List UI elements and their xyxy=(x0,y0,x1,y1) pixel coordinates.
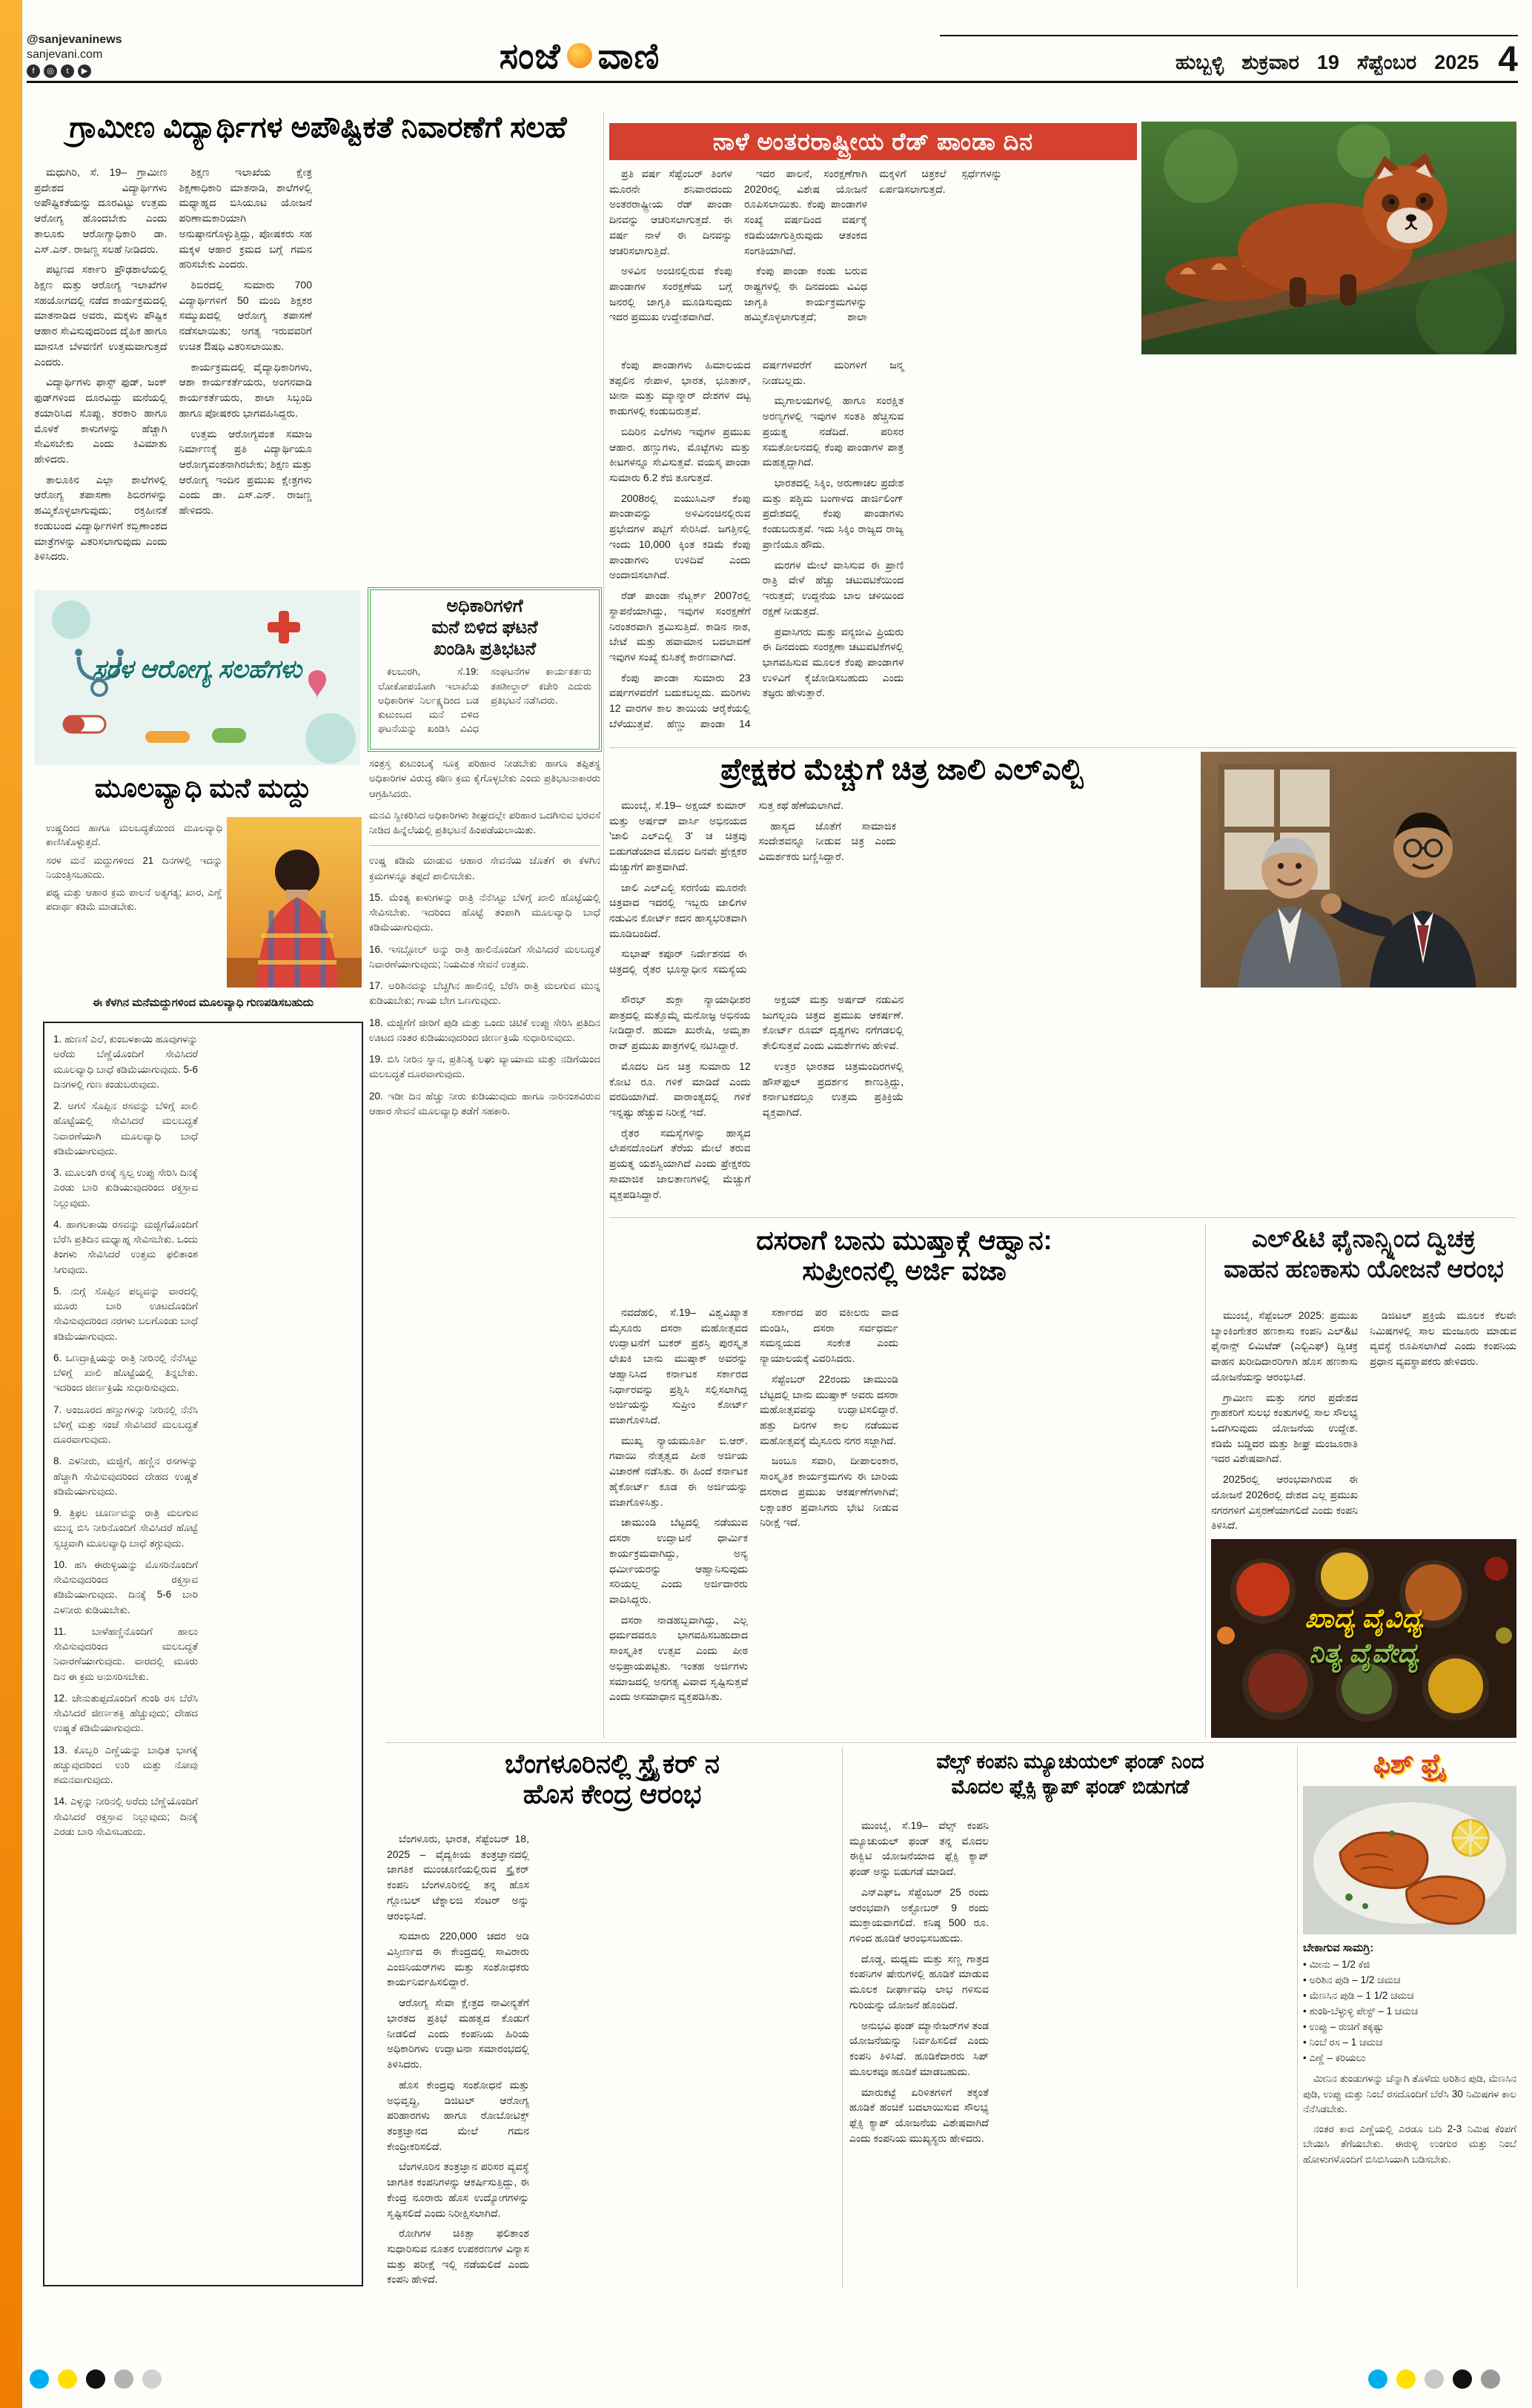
stryker-headline-line2: ಹೊಸ ಕೇಂದ್ರ ಆರಂಭ xyxy=(523,1779,702,1810)
registration-dots-right xyxy=(1368,2369,1500,2389)
dasara-headline-line2: ಸುಪ್ರೀಂನಲ್ಲಿ ಅರ್ಜಿ ವಜಾ xyxy=(802,1255,1007,1286)
movie-scene-illustration xyxy=(1201,752,1516,988)
food-feature-title-line1: ಖಾದ್ಯ ವೈವಿಧ್ಯ xyxy=(1304,1603,1423,1633)
jolly-llb-headline: ಪ್ರೇಕ್ಷಕರ ಮೆಚ್ಚುಗೆ ಚಿತ್ರ ಜಾಲಿ ಎಲ್ಎಲ್ಬಿ xyxy=(720,753,1084,786)
health-tips-banner-title: ಸರಳ ಆರೋಗ್ಯ ಸಲಹೆಗಳು xyxy=(92,655,302,684)
piles-tips-list: 1. ಹುಣಸೆ ಎಲೆ, ಕುಂಬಳಕಾಯಿ ಹೂವುಗಳನ್ನು ಅರೆದು ಬೆಣ್ಣೆಯೊಂದಿಗೆ ಸೇವಿಸಿದರೆ ಮೂಲವ್ಯಾಧಿ ಬಾಧೆ ಕಡಿಮೆಯಾಗುವುದು. 5-6 ದಿನಗಳಲ್ಲಿ ಗುಣ ಕಂಡುಬರುವುದು. 2. ಅಗಸೆ ಸೊಪ್ಪಿನ ರಸವನ್ನು ಬೆಳಿಗ್ಗೆ ಖಾಲಿ ಹೊಟ್ಟೆಯಲ್ಲಿ ಸೇವಿಸಿದರೆ ಮಲಬದ್ಧತೆ ನಿವಾರಣೆಯಾಗಿ ಮೂಲವ್ಯಾಧಿ ಬಾಧೆ ಕಡಿಮೆಯಾಗುವುದು. 3. ಮೂಲಂಗಿ ರಸಕ್ಕೆ ಸ್ವಲ್ಪ ಉಪ್ಪು ಸೇರಿಸಿ ದಿನಕ್ಕೆ ಎರಡು ಬಾರಿ ಕುಡಿಯುವುದರಿಂದ ರಕ್ತಸ್ರಾವ ನಿಲ್ಲುವುದು. 4. ಹಾಗಲಕಾಯಿ ರಸವನ್ನು ಮಜ್ಜಿಗೆಯೊಂದಿಗೆ ಬೆರೆಸಿ ಪ್ರತಿದಿನ ಮಧ್ಯಾಹ್ನ ಸೇವಿಸಬೇಕು. ಒಂದು ತಿಂಗಳು ಸೇವಿಸಿದರೆ ಉತ್ತಮ ಫಲಿತಾಂಶ ಸಿಗುವುದು. 5. ನುಗ್ಗೆ ಸೊಪ್ಪಿನ ಪಲ್ಯವನ್ನು ವಾರದಲ್ಲಿ ಮೂರು ಬಾರಿ ಊಟದೊಂದಿಗೆ ಸೇವಿಸುವುದರಿಂದ ನರಗಳು ಬಲಗೊಂಡು ಬಾಧೆ ಕಡಿಮೆಯಾಗುವುದು. 6. ಒಣದ್ರಾಕ್ಷಿಯನ್ನು ರಾತ್ರಿ ನೀರಿನಲ್ಲಿ ನೆನೆಸಿಟ್ಟು ಬೆಳಿಗ್ಗೆ ಖಾಲಿ ಹೊಟ್ಟೆಯಲ್ಲಿ ತಿನ್ನಬೇಕು. ಇದರಿಂದ ಜೀರ್ಣಕ್ರಿಯೆ ಸುಧಾರಿಸುವುದು. 7. ಅಂಜೂರದ ಹಣ್ಣುಗಳನ್ನು ನೀರಿನಲ್ಲಿ ನೆನೆಸಿ ಬೆಳಿಗ್ಗೆ ಮತ್ತು ಸಂಜೆ ಸೇವಿಸಿದರೆ ಮಲಬದ್ಧತೆ ದೂರವಾಗುವುದು. 8. ಎಳನೀರು, ಮಜ್ಜಿಗೆ, ಹಣ್ಣಿನ ರಸಗಳನ್ನು ಹೆಚ್ಚಾಗಿ ಸೇವಿಸುವುದರಿಂದ ದೇಹದ ಉಷ್ಣತೆ ಕಡಿಮೆಯಾಗುವುದು. 9. ತ್ರಿಫಲ ಚೂರ್ಣವನ್ನು ರಾತ್ರಿ ಮಲಗುವ ಮುನ್ನ ಬಿಸಿ ನೀರಿನೊಂದಿಗೆ ಸೇವಿಸಿದರೆ ಹೊಟ್ಟೆ ಸ್ವಚ್ಛವಾಗಿ ಮೂಲವ್ಯಾಧಿ ಬಾಧೆ ತಗ್ಗುವುದು. 10. ಹಸಿ ಈರುಳ್ಳಿಯನ್ನು ಮೊಸರಿನೊಂದಿಗೆ ಸೇವಿಸುವುದರಿಂದ ರಕ್ತಸ್ರಾವ ಕಡಿಮೆಯಾಗುವುದು. ದಿನಕ್ಕೆ 5-6 ಬಾರಿ ಎಳನೀರು ಕುಡಿಯಬೇಕು. 11. ಬಾಳೆಹಣ್ಣಿನೊಂದಿಗೆ ಹಾಲು ಸೇವಿಸುವುದರಿಂದ ಮಲಬದ್ಧತೆ ನಿವಾರಣೆಯಾಗುವುದು. ವಾರದಲ್ಲಿ ಮೂರು ದಿನ ಈ ಕ್ರಮ ಅನುಸರಿಸಬೇಕು. 12. ಜೇನುತುಪ್ಪದೊಂದಿಗೆ ಶುಂಠಿ ರಸ ಬೆರೆಸಿ ಸೇವಿಸಿದರೆ ಜೀರ್ಣಶಕ್ತಿ ಹೆಚ್ಚುವುದು; ದೇಹದ ಉಷ್ಣತೆ ಕಡಿಮೆಯಾಗುವುದು. 13. ಕೊಬ್ಬರಿ ಎಣ್ಣೆಯನ್ನು ಬಾಧಿತ ಭಾಗಕ್ಕೆ ಹಚ್ಚುವುದರಿಂದ ಉರಿ ಮತ್ತು ನೋವು ಶಮನವಾಗುವುದು. 14. ಎಳ್ಳನ್ನು ನೀರಿನಲ್ಲಿ ಅರೆದು ಬೆಣ್ಣೆಯೊಂದಿಗೆ ಸೇವಿಸಿದರೆ ರಕ್ತಸ್ರಾವ ನಿಲ್ಲುವುದು; ದಿನಕ್ಕೆ ಎರಡು ಬಾರಿ ಸೇವಿಸಬಹುದು. xyxy=(53,1033,198,1837)
registration-dot xyxy=(30,2369,49,2389)
jolly-llb-body-top: ಮುಂಬೈ, ಸೆ.19– ಅಕ್ಷಯ್ ಕುಮಾರ್ ಮತ್ತು ಅರ್ಷದ್ ವಾರ್ಸಿ ಅಭಿನಯದ 'ಜಾಲಿ ಎಲ್ಎಲ್ಬಿ 3' ಚ ಚಿತ್ರವು ಬಿಡುಗಡೆಯಾದ ಮೊದಲ ದಿನವೇ ಪ್ರೇಕ್ಷಕರ ಮೆಚ್ಚುಗೆಗೆ ಪಾತ್ರವಾಗಿದೆ. ಜಾಲಿ ಎಲ್ಎಲ್ಬಿ ಸರಣಿಯ ಮೂರನೇ ಚಿತ್ರವಾದ ಇದರಲ್ಲಿ ಇಬ್ಬರು ಜಾಲಿಗಳ ನಡುವಿನ ಕೋರ್ಟ್ ಕದನ ಹಾಸ್ಯಭರಿತವಾಗಿ ಮೂಡಿಬಂದಿದೆ. ಸುಭಾಷ್ ಕಪೂರ್ ನಿರ್ದೇಶನದ ಈ ಚಿತ್ರದಲ್ಲಿ ರೈತರ ಭೂಸ್ವಾಧೀನ ಸಮಸ್ಯೆಯ ಸುತ್ತ ಕಥೆ ಹೆಣೆಯಲಾಗಿದೆ. ಹಾಸ್ಯದ ಜೊತೆಗೆ ಸಾಮಾಜಿಕ ಸಂದೇಶವನ್ನೂ ನೀಡುವ ಚಿತ್ರ ಎಂದು ವಿಮರ್ಶಕರು ಬಣ್ಣಿಸಿದ್ದಾರೆ. xyxy=(609,799,896,976)
person-illustration xyxy=(227,817,362,988)
middle-strip-column xyxy=(369,756,600,1736)
edition-year: 2025 xyxy=(1434,51,1479,73)
registration-dot xyxy=(1425,2369,1444,2389)
stryker-headline-line1: ಬೆಂಗಳೂರಿನಲ್ಲಿ ಸ್ಟ್ರೈಕರ್ ನ xyxy=(505,1748,720,1779)
edition-day: 19 xyxy=(1316,51,1339,73)
column-rule-bottom-1 xyxy=(842,1747,843,2288)
fish-fry-photo xyxy=(1303,1786,1516,1934)
lt-finance-headline-line2: ವಾಹನ ಹಣಕಾಸು ಯೋಜನೆ ಆರಂಭ xyxy=(1224,1255,1504,1283)
column-rule-bottom-2 xyxy=(1297,1747,1298,2288)
piles-tips-continued: ಉಷ್ಣ ಕಡಿಮೆ ಮಾಡುವ ಆಹಾರ ಸೇವನೆಯ ಜೊತೆಗೆ ಈ ಕೆಳಗಿನ ಕ್ರಮಗಳನ್ನೂ ತಪ್ಪದೆ ಪಾಲಿಸಬೇಕು. 15. ಮೆಂತ್ಯ ಕಾಳುಗಳನ್ನು ರಾತ್ರಿ ನೆನೆಸಿಟ್ಟು ಬೆಳಿಗ್ಗೆ ಖಾಲಿ ಹೊಟ್ಟೆಯಲ್ಲಿ ಸೇವಿಸಬೇಕು. ಇದರಿಂದ ಹೊಟ್ಟೆ ತಂಪಾಗಿ ಮೂಲವ್ಯಾಧಿ ಬಾಧೆ ಕಡಿಮೆಯಾಗುವುದು. 16. ಇಸಬ್ಗೋಲ್ ಅನ್ನು ರಾತ್ರಿ ಹಾಲಿನೊಂದಿಗೆ ಸೇವಿಸಿದರೆ ಮಲಬದ್ಧತೆ ನಿವಾರಣೆಯಾಗುವುದು; ನಿಯಮಿತ ಸೇವನೆ ಉತ್ತಮ. 17. ಅರಿಶಿನವನ್ನು ಬೆಚ್ಚಗಿನ ಹಾಲಿನಲ್ಲಿ ಬೆರೆಸಿ ರಾತ್ರಿ ಮಲಗುವ ಮುನ್ನ ಕುಡಿಯಬೇಕು; ಗಾಯ ಬೇಗ ಒಣಗುವುದು. 18. ಮಜ್ಜಿಗೆಗೆ ಜೀರಿಗೆ ಪುಡಿ ಮತ್ತು ಒಂದು ಚಿಟಿಕೆ ಉಪ್ಪು ಸೇರಿಸಿ ಪ್ರತಿದಿನ ಊಟದ ನಂತರ ಕುಡಿಯುವುದರಿಂದ ಜೀರ್ಣಕ್ರಿಯೆ ಸುಧಾರಿಸುವುದು. 19. ಬಿಸಿ ನೀರಿನ ಸ್ನಾನ, ಪ್ರತಿನಿತ್ಯ ಲಘು ವ್ಯಾಯಾಮ ಮತ್ತು ನಡಿಗೆಯಿಂದ ಮಲಬದ್ಧತೆ ದೂರವಾಗುವುದು. 20. ಇಡೀ ದಿನ ಹೆಚ್ಚು ನೀರು ಕುಡಿಯುವುದು ಹಾಗೂ ನಾರಿನಂಶವಿರುವ ಆಹಾರ ಸೇವನೆ ಮೂಲವ್ಯಾಧಿ ತಡೆಗೆ ಸಹಕಾರಿ. xyxy=(369,855,600,1117)
strip-divider xyxy=(369,845,600,846)
red-panda-banner-headline: ನಾಳೆ ಅಂತರರಾಷ್ಟ್ರೀಯ ರೆಡ್ ಪಾಂಡಾ ದಿನ xyxy=(609,123,1137,160)
food-feature-title xyxy=(1211,1601,1516,1671)
protest-article-box xyxy=(368,587,602,752)
health-tips-banner-image xyxy=(34,590,360,765)
registration-dot xyxy=(142,2369,162,2389)
column-rule-mid xyxy=(1205,1223,1206,1738)
dasara-headline-line1: ದಸರಾಗೆ ಬಾನು ಮುಷ್ತಾಕ್ಗೆ ಆಹ್ವಾನ: xyxy=(756,1225,1052,1255)
nutrition-headline: ಗ್ರಾಮೀಣ ವಿದ್ಯಾರ್ಥಿಗಳ ಅಪೌಷ್ಟಿಕತೆ ನಿವಾರಣೆಗೆ ಸಲಹೆ xyxy=(69,111,567,144)
edition-weekday: ಶುಕ್ರವಾರ xyxy=(1241,51,1299,73)
registration-dot xyxy=(1453,2369,1472,2389)
lt-finance-headline xyxy=(1211,1223,1516,1285)
wells-headline xyxy=(849,1750,1291,1800)
edition-date-line xyxy=(1175,51,1479,78)
page-number: 4 xyxy=(1498,40,1518,79)
dasara-headline xyxy=(609,1225,1199,1286)
red-panda-illustration xyxy=(1141,122,1516,354)
jolly-llb-body-bottom: ಸೌರಭ್ ಶುಕ್ಲಾ ನ್ಯಾಯಾಧೀಶರ ಪಾತ್ರದಲ್ಲಿ ಮತ್ತೊಮ್ಮೆ ಮನೋಜ್ಞ ಅಭಿನಯ ನೀಡಿದ್ದಾರೆ. ಹುಮಾ ಖುರೇಷಿ, ಅಮೃತಾ ರಾವ್ ಪ್ರಮುಖ ಪಾತ್ರಗಳಲ್ಲಿ ನಟಿಸಿದ್ದಾರೆ. ಮೊದಲ ದಿನ ಚಿತ್ರ ಸುಮಾರು 12 ಕೋಟಿ ರೂ. ಗಳಿಕೆ ಮಾಡಿದೆ ಎಂದು ವರದಿಯಾಗಿದೆ. ವಾರಾಂತ್ಯದಲ್ಲಿ ಗಳಿಕೆ ಇನ್ನಷ್ಟು ಹೆಚ್ಚುವ ನಿರೀಕ್ಷೆ ಇದೆ. ರೈತರ ಸಮಸ್ಯೆಗಳನ್ನು ಹಾಸ್ಯದ ಲೇಪನದೊಂದಿಗೆ ತೆರೆಯ ಮೇಲೆ ತರುವ ಪ್ರಯತ್ನ ಯಶಸ್ವಿಯಾಗಿದೆ ಎಂದು ಪ್ರೇಕ್ಷಕರು ಸಾಮಾಜಿಕ ಜಾಲತಾಣಗಳಲ್ಲಿ ಮೆಚ್ಚುಗೆ ವ್ಯಕ್ತಪಡಿಸಿದ್ದಾರೆ. ಅಕ್ಷಯ್ ಮತ್ತು ಅರ್ಷದ್ ನಡುವಿನ ಜುಗಲ್ಬಂದಿ ಚಿತ್ರದ ಪ್ರಮುಖ ಆಕರ್ಷಣೆ. ಕೋರ್ಟ್ ರೂಮ್ ದೃಶ್ಯಗಳು ನಗೆಗಡಲಲ್ಲಿ ತೇಲಿಸುತ್ತವೆ ಎಂದು ವಿಮರ್ಶೆಗಳು ಹೇಳಿವೆ. ಉತ್ತರ ಭಾರತದ ಚಿತ್ರಮಂದಿರಗಳಲ್ಲಿ ಹೌಸ್‌ಫುಲ್ ಪ್ರದರ್ಶನ ಕಾಣುತ್ತಿದ್ದು, ಕರ್ನಾಟಕದಲ್ಲೂ ಉತ್ತಮ ಪ್ರತಿಕ್ರಿಯೆ ವ್ಯಕ್ತವಾಗಿದೆ. xyxy=(609,993,904,1200)
edition-city: ಹುಬ್ಬಳ್ಳಿ xyxy=(1175,51,1224,73)
social-icons-row xyxy=(27,64,219,78)
food-feature-title-line2: ನಿತ್ಯ ವೈವೇದ್ಯ xyxy=(1309,1637,1419,1668)
left-edge-strip xyxy=(0,0,22,2408)
protest-headline: ಅಧಿಕಾರಿಗಳಿಗೆ ಮನೆ ಬಿಳಿದ ಘಟನೆ ಖಂಡಿಸಿ ಪ್ರತಿಭಟನೆ xyxy=(431,596,538,659)
ingredients-list: • ಮೀನು – 1/2 ಕೆಜಿ • ಅರಿಶಿನ ಪುಡಿ – 1/2 ಚಮಚ • ಮೆಣಸಿನ ಪುಡಿ – 1 1/2 ಚಮಚ • ಶುಂಠಿ-ಬೆಳ್ಳುಳ್ಳಿ ಪೇಸ್ಟ್ – 1 ಚಮಚ • ಉಪ್ಪು – ರುಚಿಗೆ ತಕ್ಕಷ್ಟು • ನಿಂಬೆ ರಸ – 1 ಚಮಚ • ಎಣ್ಣೆ – ಕರಿಯಲು xyxy=(1303,1957,1516,2065)
masthead-date-block xyxy=(940,35,1518,78)
facebook-icon: f xyxy=(27,64,40,78)
newspaper-logo xyxy=(219,36,940,78)
twitter-icon: t xyxy=(61,64,74,78)
wells-headline-line1: ವೆಲ್ಸ್ ಕಂಪನಿ ಮ್ಯೂಚುಯಲ್ ಫಂಡ್ ನಿಂದ xyxy=(936,1750,1204,1773)
edition-month: ಸೆಪ್ಟೆಂಬರ xyxy=(1356,51,1417,73)
wells-body: ಮುಂಬೈ, ಸೆ.19– ವೆಲ್ಸ್ ಕಂಪನಿ ಮ್ಯೂಚುಯಲ್ ಫಂಡ್ ತನ್ನ ಮೊದಲ ಈಕ್ವಿಟಿ ಯೋಜನೆಯಾದ ಫ್ಲೆಕ್ಸಿ ಕ್ಯಾಪ್ ಫಂಡ್ ಅನ್ನು ಬಿಡುಗಡೆ ಮಾಡಿದೆ. ಎನ್ಎಫ್ಒ ಸೆಪ್ಟೆಂಬರ್ 25 ರಂದು ಆರಂಭವಾಗಿ ಅಕ್ಟೋಬರ್ 9 ರಂದು ಮುಕ್ತಾಯವಾಗಲಿದೆ. ಕನಿಷ್ಠ 500 ರೂ. ಗಳಿಂದ ಹೂಡಿಕೆ ಆರಂಭಿಸಬಹುದು. ದೊಡ್ಡ, ಮಧ್ಯಮ ಮತ್ತು ಸಣ್ಣ ಗಾತ್ರದ ಕಂಪನಿಗಳ ಷೇರುಗಳಲ್ಲಿ ಹೂಡಿಕೆ ಮಾಡುವ ಮೂಲಕ ದೀರ್ಘಾವಧಿ ಲಾಭ ಗಳಿಸುವ ಗುರಿಯನ್ನು ಯೋಜನೆ ಹೊಂದಿದೆ. ಅನುಭವಿ ಫಂಡ್ ಮ್ಯಾನೇಜರ್‌ಗಳ ತಂಡ ಯೋಜನೆಯನ್ನು ನಿರ್ವಹಿಸಲಿದೆ ಎಂದು ಕಂಪನಿ ತಿಳಿಸಿದೆ. ಹೂಡಿಕೆದಾರರು ಸಿಪ್ ಮೂಲಕವೂ ಹೂಡಿಕೆ ಮಾಡಬಹುದು. ಮಾರುಕಟ್ಟೆ ಏರಿಳಿತಗಳಿಗೆ ತಕ್ಕಂತೆ ಹೂಡಿಕೆ ಹಂಚಿಕೆ ಬದಲಾಯಿಸುವ ಸೌಲಭ್ಯ ಫ್ಲೆಕ್ಸಿ ಕ್ಯಾಪ್ ಯೋಜನೆಯ ವಿಶೇಷವಾಗಿದೆ ಎಂದು ಕಂಪನಿಯ ಮುಖ್ಯಸ್ಥರು ಹೇಳಿದರು. xyxy=(849,1819,989,2144)
registration-dot xyxy=(114,2369,133,2389)
dasara-body: ನವದೆಹಲಿ, ಸೆ.19– ವಿಶ್ವವಿಖ್ಯಾತ ಮೈಸೂರು ದಸರಾ ಮಹೋತ್ಸವದ ಉದ್ಘಾಟನೆಗೆ ಬುಕರ್ ಪ್ರಶಸ್ತಿ ಪುರಸ್ಕೃತ ಲೇಖಕಿ ಬಾನು ಮುಷ್ತಾಕ್ ಅವರನ್ನು ಆಹ್ವಾನಿಸಿದ ಕರ್ನಾಟಕ ಸರ್ಕಾರದ ನಿರ್ಧಾರವನ್ನು ಪ್ರಶ್ನಿಸಿ ಸಲ್ಲಿಸಲಾಗಿದ್ದ ಅರ್ಜಿಯನ್ನು ಸುಪ್ರೀಂ ಕೋರ್ಟ್ ವಜಾಗೊಳಿಸಿದೆ. ಮುಖ್ಯ ನ್ಯಾಯಮೂರ್ತಿ ಬಿ.ಆರ್. ಗವಾಯಿ ನೇತೃತ್ವದ ಪೀಠ ಅರ್ಜಿಯ ವಿಚಾರಣೆ ನಡೆಸಿತು. ಈ ಹಿಂದೆ ಕರ್ನಾಟಕ ಹೈಕೋರ್ಟ್ ಕೂಡ ಈ ಅರ್ಜಿಯನ್ನು ವಜಾಗೊಳಿಸಿತ್ತು. ಚಾಮುಂಡಿ ಬೆಟ್ಟದಲ್ಲಿ ನಡೆಯುವ ದಸರಾ ಉದ್ಘಾಟನೆ ಧಾರ್ಮಿಕ ಕಾರ್ಯಕ್ರಮವಾಗಿದ್ದು, ಅನ್ಯ ಧರ್ಮೀಯರನ್ನು ಆಹ್ವಾನಿಸುವುದು ಸರಿಯಲ್ಲ ಎಂದು ಅರ್ಜಿದಾರರು ವಾದಿಸಿದ್ದರು. ದಸರಾ ನಾಡಹಬ್ಬವಾಗಿದ್ದು, ಎಲ್ಲ ಧರ್ಮದವರೂ ಭಾಗವಹಿಸಬಹುದಾದ ಸಾಂಸ್ಕೃತಿಕ ಉತ್ಸವ ಎಂದು ಪೀಠ ಅಭಿಪ್ರಾಯಪಟ್ಟಿತು. ಇಂತಹ ಅರ್ಜಿಗಳು ಸಮಾಜದಲ್ಲಿ ಅನಗತ್ಯ ವಿವಾದ ಸೃಷ್ಟಿಸುತ್ತವೆ ಎಂದು ಅಸಮಾಧಾನ ವ್ಯಕ್ತಪಡಿಸಿತು. ಸರ್ಕಾರದ ಪರ ವಕೀಲರು ವಾದ ಮಂಡಿಸಿ, ದಸರಾ ಸರ್ವಧರ್ಮ ಸಮನ್ವಯದ ಸಂಕೇತ ಎಂದು ನ್ಯಾಯಾಲಯಕ್ಕೆ ವಿವರಿಸಿದರು. ಸೆಪ್ಟೆಂಬರ್ 22ರಂದು ಚಾಮುಂಡಿ ಬೆಟ್ಟದಲ್ಲಿ ಬಾನು ಮುಷ್ತಾಕ್ ಅವರು ದಸರಾ ಮಹೋತ್ಸವವನ್ನು ಉದ್ಘಾಟಿಸಲಿದ್ದಾರೆ. ಹತ್ತು ದಿನಗಳ ಕಾಲ ನಡೆಯುವ ಮಹೋತ್ಸವಕ್ಕೆ ಮೈಸೂರು ನಗರ ಸಜ್ಜಾಗಿದೆ. ಜಂಬೂ ಸವಾರಿ, ದೀಪಾಲಂಕಾರ, ಸಾಂಸ್ಕೃತಿಕ ಕಾರ್ಯಕ್ರಮಗಳು ಈ ಬಾರಿಯ ದಸರಾದ ಪ್ರಮುಖ ಆಕರ್ಷಣೆಗಳಾಗಿವೆ; ಲಕ್ಷಾಂತರ ಪ್ರವಾಸಿಗರು ಭೇಟಿ ನೀಡುವ ನಿರೀಕ್ಷೆ ಇದೆ. xyxy=(609,1306,898,1703)
piles-tips-box xyxy=(43,1022,363,2286)
column-rule-left xyxy=(603,111,604,1739)
wells-headline-line2: ಮೊದಲ ಫ್ಲೆಕ್ಸಿ ಕ್ಯಾಪ್ ಫಂಡ್ ಬಿಡುಗಡೆ xyxy=(951,1775,1190,1798)
piles-headline: ಮೂಲವ್ಯಾಧಿ ಮನೆ ಮದ್ದು xyxy=(94,773,312,803)
lt-finance-headline-line1: ಎಲ್&ಟಿ ಫೈನಾನ್ಸ್ನಿಂದ ದ್ವಿಚಕ್ರ xyxy=(1251,1225,1476,1252)
red-panda-body-bottom: ಕೆಂಪು ಪಾಂಡಾಗಳು ಹಿಮಾಲಯದ ತಪ್ಪಲಿನ ನೇಪಾಳ, ಭಾರತ, ಭೂತಾನ್, ಚೀನಾ ಮತ್ತು ಮ್ಯಾನ್ಮಾರ್ ದೇಶಗಳ ದಟ್ಟ ಕಾಡುಗಳಲ್ಲಿ ಕಂಡುಬರುತ್ತವೆ. ಬಿದಿರಿನ ಎಲೆಗಳು ಇವುಗಳ ಪ್ರಮುಖ ಆಹಾರ. ಹಣ್ಣುಗಳು, ಮೊಟ್ಟೆಗಳು ಮತ್ತು ಕೀಟಗಳನ್ನೂ ಸೇವಿಸುತ್ತವೆ. ವಯಸ್ಕ ಪಾಂಡಾ ಸುಮಾರು 6.2 ಕೆಜಿ ತೂಗುತ್ತದೆ. 2008ರಲ್ಲಿ ಐಯುಸಿಎನ್ ಕೆಂಪು ಪಾಂಡಾವನ್ನು ಅಳಿವಿನಂಚಿನಲ್ಲಿರುವ ಪ್ರಭೇದಗಳ ಪಟ್ಟಿಗೆ ಸೇರಿಸಿದೆ. ಜಗತ್ತಿನಲ್ಲಿ ಇಂದು 10,000 ಕ್ಕಿಂತ ಕಡಿಮೆ ಕೆಂಪು ಪಾಂಡಾಗಳು ಉಳಿದಿವೆ ಎಂದು ಅಂದಾಜಿಸಲಾಗಿದೆ. ರೆಡ್ ಪಾಂಡಾ ನೆಟ್ವರ್ಕ್ 2007ರಲ್ಲಿ ಸ್ಥಾಪನೆಯಾಗಿದ್ದು, ಇವುಗಳ ಸಂರಕ್ಷಣೆಗೆ ನಿರಂತರವಾಗಿ ಶ್ರಮಿಸುತ್ತಿದೆ. ಕಾಡಿನ ನಾಶ, ಬೇಟೆ ಮತ್ತು ಹವಾಮಾನ ಬದಲಾವಣೆ ಇವುಗಳ ಸಂಖ್ಯೆ ಕುಸಿತಕ್ಕೆ ಕಾರಣವಾಗಿದೆ. ಕೆಂಪು ಪಾಂಡಾ ಸುಮಾರು 23 ವರ್ಷಗಳವರೆಗೆ ಬದುಕಬಲ್ಲದು. ಮರಿಗಳು 12 ವಾರಗಳ ಕಾಲ ತಾಯಿಯ ಆರೈಕೆಯಲ್ಲಿ ಬೆಳೆಯುತ್ತವೆ. ಹೆಣ್ಣು ಪಾಂಡಾ 14 ವರ್ಷಗಳವರೆಗೆ ಮರಿಗಳಿಗೆ ಜನ್ಮ ನೀಡಬಲ್ಲದು. ಮೃಗಾಲಯಗಳಲ್ಲಿ ಹಾಗೂ ಸಂರಕ್ಷಿತ ಅರಣ್ಯಗಳಲ್ಲಿ ಇವುಗಳ ಸಂತತಿ ಹೆಚ್ಚಿಸುವ ಪ್ರಯತ್ನ ನಡೆದಿದೆ. ಪರಿಸರ ಸಮತೋಲನದಲ್ಲಿ ಕೆಂಪು ಪಾಂಡಾಗಳ ಪಾತ್ರ ಮಹತ್ವದ್ದಾಗಿದೆ. ಭಾರತದಲ್ಲಿ ಸಿಕ್ಕಿಂ, ಅರುಣಾಚಲ ಪ್ರದೇಶ ಮತ್ತು ಪಶ್ಚಿಮ ಬಂಗಾಳದ ಡಾರ್ಜಿಲಿಂಗ್ ಪ್ರದೇಶದಲ್ಲಿ ಕೆಂಪು ಪಾಂಡಾಗಳು ಕಂಡುಬರುತ್ತವೆ. ಇದು ಸಿಕ್ಕಿಂ ರಾಜ್ಯದ ರಾಜ್ಯ ಪ್ರಾಣಿಯೂ ಹೌದು. ಮರಗಳ ಮೇಲೆ ವಾಸಿಸುವ ಈ ಪ್ರಾಣಿ ರಾತ್ರಿ ವೇಳೆ ಹೆಚ್ಚು ಚಟುವಟಿಕೆಯಿಂದ ಇರುತ್ತದೆ; ಉದ್ದನೆಯ ಬಾಲ ಚಳಿಯಿಂದ ರಕ್ಷಣೆ ನೀಡುತ್ತದೆ. ಪ್ರವಾಸಿಗರು ಮತ್ತು ವನ್ಯಜೀವಿ ಪ್ರಿಯರು ಈ ದಿನದಂದು ಸಂರಕ್ಷಣಾ ಚಟುವಟಿಕೆಗಳಲ್ಲಿ ಭಾಗವಹಿಸುವ ಮೂಲಕ ಕೆಂಪು ಪಾಂಡಾಗಳ ಉಳಿವಿಗೆ ಕೈಜೋಡಿಸಬಹುದು ಎಂದು ತಜ್ಞರು ಹೇಳುತ್ತಾರೆ. xyxy=(609,359,904,730)
piles-intro: ಉಷ್ಣದಿಂದ ಹಾಗೂ ಮಲಬದ್ಧತೆಯಿಂದ ಮೂಲವ್ಯಾಧಿ ಕಾಣಿಸಿಕೊಳ್ಳುತ್ತದೆ. ಸರಳ ಮನೆ ಮದ್ದುಗಳಿಂದ 21 ದಿನಗಳಲ್ಲಿ ಇದನ್ನು ನಿಯಂತ್ರಿಸಬಹುದು. ಪಥ್ಯ ಮತ್ತು ಆಹಾರ ಕ್ರಮ ಪಾಲನೆ ಅತ್ಯಗತ್ಯ; ಖಾರ, ಎಣ್ಣೆ ಪದಾರ್ಥ ಕಡಿಮೆ ಮಾಡಬೇಕು. xyxy=(46,822,222,913)
piles-subhead: ಈ ಕೆಳಗಿನ ಮನೆಮದ್ದುಗಳಿಂದ ಮೂಲವ್ಯಾಧಿ ಗುಣಪಡಿಸಬಹುದು xyxy=(92,996,314,1009)
logo-text-left: ಸಂಜೆ xyxy=(499,37,561,76)
registration-dot xyxy=(1481,2369,1500,2389)
recipe-method: ಮೀನಿನ ತುಂಡುಗಳನ್ನು ಚೆನ್ನಾಗಿ ತೊಳೆದು ಅರಿಶಿನ ಪುಡಿ, ಮೆಣಸಿನ ಪುಡಿ, ಉಪ್ಪು ಮತ್ತು ನಿಂಬೆ ರಸದೊಂದಿಗೆ ಬೆರೆಸಿ 30 ನಿಮಿಷಗಳ ಕಾಲ ನೆನೆಸಿಡಬೇಕು. ನಂತರ ಕಾದ ಎಣ್ಣೆಯಲ್ಲಿ ಎರಡೂ ಬದಿ 2-3 ನಿಮಿಷ ಕೆಂಪಗೆ ಬೇಯಿಸಿ ತೆಗೆಯಬೇಕು. ಈರುಳ್ಳಿ ಉಂಗುರ ಮತ್ತು ನಿಂಬೆ ಹೋಳುಗಳೊಂದಿಗೆ ಬಿಸಿಬಿಸಿಯಾಗಿ ಬಡಿಸಬೇಕು. xyxy=(1303,2073,1516,2165)
fish-fry-illustration xyxy=(1303,1786,1516,1934)
section-rule-1 xyxy=(609,747,1516,748)
red-panda-body-top: ಪ್ರತಿ ವರ್ಷ ಸೆಪ್ಟೆಂಬರ್ ತಿಂಗಳ ಮೂರನೇ ಶನಿವಾರದಂದು ಅಂತರರಾಷ್ಟ್ರೀಯ ರೆಡ್ ಪಾಂಡಾ ದಿನವನ್ನು ಆಚರಿಸಲಾಗುತ್ತದೆ. ಈ ವರ್ಷ ನಾಳೆ ಈ ದಿನವನ್ನು ಆಚರಿಸಲಾಗುತ್ತಿದೆ. ಅಳಿವಿನ ಅಂಚಿನಲ್ಲಿರುವ ಕೆಂಪು ಪಾಂಡಾಗಳ ಸಂರಕ್ಷಣೆಯ ಬಗ್ಗೆ ಜನರಲ್ಲಿ ಜಾಗೃತಿ ಮೂಡಿಸುವುದು ಇದರ ಪ್ರಮುಖ ಉದ್ದೇಶವಾಗಿದೆ. ಇದರ ಪಾಲನೆ, ಸಂರಕ್ಷಣೆಗಾಗಿ 2020ರಲ್ಲಿ ವಿಶೇಷ ಯೋಜನೆ ರೂಪಿಸಲಾಯಿತು. ಕೆಂಪು ಪಾಂಡಾಗಳ ಸಂಖ್ಯೆ ವರ್ಷದಿಂದ ವರ್ಷಕ್ಕೆ ಕಡಿಮೆಯಾಗುತ್ತಿರುವುದು ಆತಂಕದ ಸಂಗತಿಯಾಗಿದೆ. ಕೆಂಪು ಪಾಂಡಾ ಕಂಡು ಬರುವ ರಾಷ್ಟ್ರಗಳಲ್ಲಿ ಈ ದಿನದಂದು ವಿವಿಧ ಜಾಗೃತಿ ಕಾರ್ಯಕ್ರಮಗಳನ್ನು ಹಮ್ಮಿಕೊಳ್ಳಲಾಗುತ್ತದೆ; ಶಾಲಾ ಮಕ್ಕಳಿಗೆ ಚಿತ್ರಕಲೆ ಸ್ಪರ್ಧೆಗಳನ್ನು ಏರ್ಪಡಿಸಲಾಗುತ್ತದೆ. xyxy=(609,168,1002,323)
logo-text-right: ವಾಣಿ xyxy=(597,37,660,76)
sun-icon xyxy=(567,43,592,68)
spices-photo xyxy=(1211,1539,1516,1738)
stryker-headline xyxy=(387,1748,838,1810)
website-text: sanjevani.com xyxy=(27,48,103,61)
ingredients-label: ಬೇಕಾಗುವ ಸಾಮಗ್ರಿ: xyxy=(1303,1942,1374,1954)
nutrition-body: ಮಧುಗಿರಿ, ಸೆ. 19– ಗ್ರಾಮೀಣ ಪ್ರದೇಶದ ವಿದ್ಯಾರ್ಥಿಗಳು ಅಪೌಷ್ಟಿಕತೆಯನ್ನು ದೂರವಿಟ್ಟು ಉತ್ತಮ ಆರೋಗ್ಯ ಹೊಂದಬೇಕು ಎಂದು ತಾಲೂಕು ಆರೋಗ್ಯಾಧಿಕಾರಿ ಡಾ. ಎಸ್.ಎನ್. ರಾಜಣ್ಣ ಸಲಹೆ ನೀಡಿದರು. ಪಟ್ಟಣದ ಸರ್ಕಾರಿ ಪ್ರೌಢಶಾಲೆಯಲ್ಲಿ ಶಿಕ್ಷಣ ಮತ್ತು ಆರೋಗ್ಯ ಇಲಾಖೆಗಳ ಸಹಯೋಗದಲ್ಲಿ ನಡೆದ ಕಾರ್ಯಕ್ರಮದಲ್ಲಿ ಮಾತನಾಡಿದ ಅವರು, ಮಕ್ಕಳು ಪೌಷ್ಟಿಕ ಆಹಾರ ಸೇವಿಸುವುದರಿಂದ ದೈಹಿಕ ಹಾಗೂ ಮಾನಸಿಕ ಬೆಳವಣಿಗೆ ಉತ್ತಮವಾಗುತ್ತದೆ ಎಂದರು. ವಿದ್ಯಾರ್ಥಿಗಳು ಫಾಸ್ಟ್ ಫುಡ್, ಜಂಕ್ ಫುಡ್‌ಗಳಿಂದ ದೂರವಿದ್ದು ಮನೆಯಲ್ಲಿ ತಯಾರಿಸಿದ ಸೊಪ್ಪು, ತರಕಾರಿ ಹಾಗೂ ಮೊಳಕೆ ಕಾಳುಗಳನ್ನು ಹೆಚ್ಚಾಗಿ ಸೇವಿಸಬೇಕು ಎಂದು ಕಿವಿಮಾತು ಹೇಳಿದರು. ತಾಲೂಕಿನ ಎಲ್ಲಾ ಶಾಲೆಗಳಲ್ಲಿ ಆರೋಗ್ಯ ತಪಾಸಣಾ ಶಿಬಿರಗಳನ್ನು ಹಮ್ಮಿಕೊಳ್ಳಲಾಗುವುದು; ರಕ್ತಹೀನತೆ ಕಂಡುಬಂದ ವಿದ್ಯಾರ್ಥಿಗಳಿಗೆ ಕಬ್ಬಿಣಾಂಶದ ಮಾತ್ರೆಗಳನ್ನು ವಿತರಿಸಲಾಗುವುದು ಎಂದು ತಿಳಿಸಿದರು. ಶಿಕ್ಷಣ ಇಲಾಖೆಯ ಕ್ಷೇತ್ರ ಶಿಕ್ಷಣಾಧಿಕಾರಿ ಮಾತನಾಡಿ, ಶಾಲೆಗಳಲ್ಲಿ ಮಧ್ಯಾಹ್ನದ ಬಿಸಿಯೂಟ ಯೋಜನೆ ಪರಿಣಾಮಕಾರಿಯಾಗಿ ಅನುಷ್ಠಾನಗೊಳ್ಳುತ್ತಿದ್ದು, ಪೋಷಕರು ಸಹ ಮಕ್ಕಳ ಆಹಾರ ಕ್ರಮದ ಬಗ್ಗೆ ಗಮನ ಹರಿಸಬೇಕು ಎಂದರು. ಶಿಬಿರದಲ್ಲಿ ಸುಮಾರು 700 ವಿದ್ಯಾರ್ಥಿಗಳಿಗೆ 50 ಮಂದಿ ಶಿಕ್ಷಕರ ಸಮ್ಮುಖದಲ್ಲಿ ಆರೋಗ್ಯ ತಪಾಸಣೆ ನಡೆಸಲಾಯಿತು; ಅಗತ್ಯ ಇರುವವರಿಗೆ ಉಚಿತ ಔಷಧಿ ವಿತರಿಸಲಾಯಿತು. ಕಾರ್ಯಕ್ರಮದಲ್ಲಿ ವೈದ್ಯಾಧಿಕಾರಿಗಳು, ಆಶಾ ಕಾರ್ಯಕರ್ತೆಯರು, ಅಂಗನವಾಡಿ ಕಾರ್ಯಕರ್ತೆಯರು, ಶಾಲಾ ಸಿಬ್ಬಂದಿ ಹಾಗೂ ಪೋಷಕರು ಭಾಗವಹಿಸಿದ್ದರು. ಉತ್ತಮ ಆರೋಗ್ಯವಂತ ಸಮಾಜ ನಿರ್ಮಾಣಕ್ಕೆ ಪ್ರತಿ ವಿದ್ಯಾರ್ಥಿಯೂ ಆರೋಗ್ಯವಂತನಾಗಿರಬೇಕು; ಶಿಕ್ಷಣ ಮತ್ತು ಆರೋಗ್ಯ ಇಂದಿನ ಪ್ರಮುಖ ಕ್ಷೇತ್ರಗಳು ಎಂದು ಡಾ. ಎಸ್.ಎನ್. ರಾಜಣ್ಣ ಹೇಳಿದರು. xyxy=(34,166,312,563)
youtube-icon: ▶ xyxy=(78,64,91,78)
section-rule-2 xyxy=(609,1217,1516,1218)
red-panda-photo xyxy=(1141,122,1516,354)
registration-dots-left xyxy=(30,2369,162,2389)
lt-finance-body: ಮುಂಬೈ, ಸೆಪ್ಟೆಂಬರ್ 2025: ಪ್ರಮುಖ ಬ್ಯಾಂಕಿಂಗೇತರ ಹಣಕಾಸು ಕಂಪನಿ ಎಲ್&ಟಿ ಫೈನಾನ್ಸ್ ಲಿಮಿಟೆಡ್ (ಎಲ್ಟಿಎಫ್) ದ್ವಿಚಕ್ರ ವಾಹನ ಖರೀದಿದಾರರಿಗಾಗಿ ಹೊಸ ಹಣಕಾಸು ಯೋಜನೆಯನ್ನು ಆರಂಭಿಸಿದೆ. ಗ್ರಾಮೀಣ ಮತ್ತು ನಗರ ಪ್ರದೇಶದ ಗ್ರಾಹಕರಿಗೆ ಸುಲಭ ಕಂತುಗಳಲ್ಲಿ ಸಾಲ ಸೌಲಭ್ಯ ಒದಗಿಸುವುದು ಯೋಜನೆಯ ಉದ್ದೇಶ. ಕಡಿಮೆ ಬಡ್ಡಿದರ ಮತ್ತು ಶೀಘ್ರ ಮಂಜೂರಾತಿ ಇದರ ವಿಶೇಷವಾಗಿದೆ. 2025ರಲ್ಲಿ ಆರಂಭವಾಗಿರುವ ಈ ಯೋಜನೆ 2026ರಲ್ಲಿ ದೇಶದ ಎಲ್ಲ ಪ್ರಮುಖ ನಗರಗಳಿಗೆ ವಿಸ್ತರಣೆಯಾಗಲಿದೆ ಎಂದು ಕಂಪನಿ ತಿಳಿಸಿದೆ. ಡಿಜಿಟಲ್ ಪ್ರಕ್ರಿಯೆ ಮೂಲಕ ಕೆಲವೇ ನಿಮಿಷಗಳಲ್ಲಿ ಸಾಲ ಮಂಜೂರು ಮಾಡುವ ವ್ಯವಸ್ಥೆ ರೂಪಿಸಲಾಗಿದೆ ಎಂದು ಕಂಪನಿಯ ಪ್ರಧಾನ ವ್ಯವಸ್ಥಾಪಕರು ಹೇಳಿದರು. xyxy=(1211,1309,1516,1532)
recipe-title: ಫಿಶ್ ಫ್ರೈ xyxy=(1373,1748,1447,1779)
social-handle: @sanjevaninews xyxy=(27,33,122,46)
instagram-icon: ◎ xyxy=(44,64,57,78)
registration-dot xyxy=(58,2369,77,2389)
protest-body-continued: ಸಂತ್ರಸ್ತ ಕುಟುಂಬಕ್ಕೆ ಸೂಕ್ತ ಪರಿಹಾರ ನೀಡಬೇಕು ಹಾಗೂ ತಪ್ಪಿತಸ್ಥ ಅಧಿಕಾರಿಗಳ ವಿರುದ್ಧ ಕಠಿಣ ಕ್ರಮ ಕೈಗೊಳ್ಳಬೇಕು ಎಂದು ಪ್ರತಿಭಟನಾಕಾರರು ಆಗ್ರಹಿಸಿದರು. ಮನವಿ ಸ್ವೀಕರಿಸಿದ ಅಧಿಕಾರಿಗಳು ಶೀಘ್ರದಲ್ಲೇ ಪರಿಹಾರ ಒದಗಿಸುವ ಭರವಸೆ ನೀಡಿದ ಹಿನ್ನೆಲೆಯಲ್ಲಿ ಪ್ರತಿಭಟನೆ ಹಿಂಪಡೆಯಲಾಯಿತು. xyxy=(369,758,600,836)
movie-still-photo xyxy=(1201,752,1516,988)
stryker-body: ಬೆಂಗಳೂರು, ಭಾರತ, ಸೆಪ್ಟೆಂಬರ್ 18, 2025 – ವೈದ್ಯಕೀಯ ತಂತ್ರಜ್ಞಾನದಲ್ಲಿ ಜಾಗತಿಕ ಮುಂಚೂಣಿಯಲ್ಲಿರುವ ಸ್ಟ್ರೈಕರ್ ಕಂಪನಿ ಬೆಂಗಳೂರಿನಲ್ಲಿ ತನ್ನ ಹೊಸ ಗ್ಲೋಬಲ್ ಟೆಕ್ನಾಲಜಿ ಸೆಂಟರ್ ಅನ್ನು ಆರಂಭಿಸಿದೆ. ಸುಮಾರು 220,000 ಚದರ ಅಡಿ ವಿಸ್ತೀರ್ಣದ ಈ ಕೇಂದ್ರದಲ್ಲಿ ಸಾವಿರಾರು ಎಂಜಿನಿಯರ್‌ಗಳು ಮತ್ತು ಸಂಶೋಧಕರು ಕಾರ್ಯನಿರ್ವಹಿಸಲಿದ್ದಾರೆ. ಆರೋಗ್ಯ ಸೇವಾ ಕ್ಷೇತ್ರದ ನಾವೀನ್ಯತೆಗೆ ಭಾರತದ ಪ್ರತಿಭೆ ಮಹತ್ವದ ಕೊಡುಗೆ ನೀಡಲಿದೆ ಎಂದು ಕಂಪನಿಯ ಹಿರಿಯ ಅಧಿಕಾರಿಗಳು ಉದ್ಘಾಟನಾ ಸಮಾರಂಭದಲ್ಲಿ ತಿಳಿಸಿದರು. ಹೊಸ ಕೇಂದ್ರವು ಸಂಶೋಧನೆ ಮತ್ತು ಅಭಿವೃದ್ಧಿ, ಡಿಜಿಟಲ್ ಆರೋಗ್ಯ ಪರಿಹಾರಗಳು ಹಾಗೂ ರೋಬೋಟಿಕ್ಸ್ ತಂತ್ರಜ್ಞಾನದ ಮೇಲೆ ಗಮನ ಕೇಂದ್ರೀಕರಿಸಲಿದೆ. ಬೆಂಗಳೂರಿನ ತಂತ್ರಜ್ಞಾನ ಪರಿಸರ ವ್ಯವಸ್ಥೆ ಜಾಗತಿಕ ಕಂಪನಿಗಳನ್ನು ಆಕರ್ಷಿಸುತ್ತಿದ್ದು, ಈ ಕೇಂದ್ರ ನೂರಾರು ಹೊಸ ಉದ್ಯೋಗಗಳನ್ನು ಸೃಷ್ಟಿಸಲಿದೆ ಎಂದು ನಿರೀಕ್ಷಿಸಲಾಗಿದೆ. ರೋಗಿಗಳ ಚಿಕಿತ್ಸಾ ಫಲಿತಾಂಶ ಸುಧಾರಿಸುವ ನೂತನ ಉಪಕರಣಗಳ ವಿನ್ಯಾಸ ಮತ್ತು ಪರೀಕ್ಷೆ ಇಲ್ಲಿ ನಡೆಯಲಿದೆ ಎಂದು ಕಂಪನಿ ಹೇಳಿದೆ. xyxy=(387,1833,529,2286)
section-rule-3 xyxy=(385,1742,1516,1743)
piles-patient-photo xyxy=(227,817,362,988)
masthead xyxy=(27,31,1518,83)
masthead-social-block xyxy=(27,33,219,78)
registration-dot xyxy=(1368,2369,1387,2389)
registration-dot xyxy=(1396,2369,1416,2389)
protest-body: ಕಲಬುರಗಿ, ಸೆ.19: ಲೋಕೋಪಯೋಗಿ ಇಲಾಖೆಯ ಅಧಿಕಾರಿಗಳ ನಿರ್ಲಕ್ಷ್ಯದಿಂದ ಬಡ ಕುಟುಂಬದ ಮನೆ ಬಿಳಿದ ಘಟನೆಯನ್ನು ಖಂಡಿಸಿ ವಿವಿಧ ಸಂಘಟನೆಗಳ ಕಾರ್ಯಕರ್ತರು ತಹಶೀಲ್ದಾರ್ ಕಚೇರಿ ಎದುರು ಪ್ರತಿಭಟನೆ ನಡೆಸಿದರು. xyxy=(378,666,591,735)
registration-dot xyxy=(86,2369,105,2389)
fish-fry-recipe xyxy=(1303,1748,1516,2289)
